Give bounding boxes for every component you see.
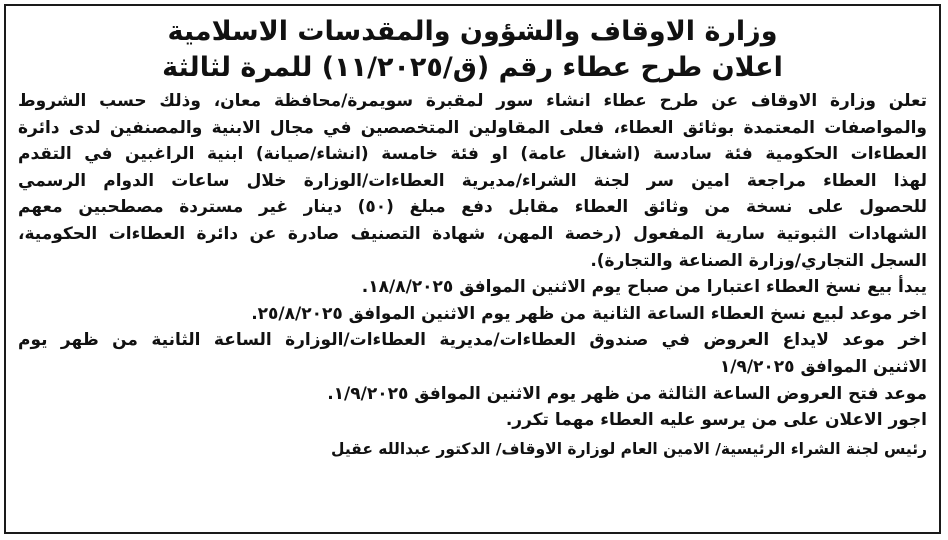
sale-start-line: يبدأ بيع نسخ العطاء اعتبارا من صباح يوم الاثنين الموافق ١٨/٨/٢٠٢٥. [361, 277, 927, 298]
body-line: السجل التجاري/وزارة الصناعة والتجارة). [590, 250, 927, 271]
submission-date-line: الاثنين الموافق ١/٩/٢٠٢٥ [719, 356, 927, 377]
signature-line: رئيس لجنة الشراء الرئيسية/ الامين العام لوزارة الاوقاف/ الدكتور عبدالله عقيل [331, 439, 927, 458]
body-line: العطاءات الحكومية فئة سادسة (اشغال عامة) او فئة خامسة (انشاء/صيانة) ابنية الراغبين في التقدم [18, 144, 927, 165]
body-line: والمواصفات المعتمدة بوثائق العطاء، فعلى المقاولين المتخصصين في مجال الابنية والمصنفين لدى دائرة [18, 117, 927, 138]
sale-deadline-line: اخر موعد لبيع نسخ العطاء الساعة الثانية من ظهر يوم الاثنين الموافق ٢٥/٨/٢٠٢٥. [251, 303, 927, 324]
advertising-fees-line: اجور الاعلان على من يرسو عليه العطاء مهما تكرر. [505, 410, 927, 431]
body-line: الشهادات الثبوتية سارية المفعول (رخصة المهن، شهادة التصنيف صادرة عن دائرة العطاءات الحكومية، [18, 223, 927, 244]
submission-deadline-line: اخر موعد لايداع العروض في صندوق العطاءات/مديرية العطاءات/الوزارة الساعة الثانية من ظهر يوم [18, 330, 927, 351]
body-line: للحصول على نسخة من وثائق العطاء مقابل دفع مبلغ (٥٠) دينار غير مستردة مصطحبين معهم [18, 197, 927, 218]
announcement-title: اعلان طرح عطاء رقم (ق/١١/٢٠٢٥) للمرة لثالثة [162, 52, 783, 83]
ministry-title: وزارة الاوقاف والشؤون والمقدسات الاسلامية [167, 16, 778, 47]
body-line: لهذا العطاء مراجعة امين سر لجنة الشراء/مديرية العطاءات/الوزارة خلال ساعات الدوام الرسمي [18, 170, 927, 191]
announcement-body [18, 88, 927, 434]
announcement-frame [4, 4, 941, 534]
opening-date-line: موعد فتح العروض الساعة الثالثة من ظهر يوم الاثنين الموافق ١/٩/٢٠٢٥. [327, 383, 927, 404]
body-line: تعلن وزارة الاوقاف عن طرح عطاء انشاء سور لمقبرة سويمرة/محافظة معان، وذلك حسب الشروط [18, 91, 927, 111]
